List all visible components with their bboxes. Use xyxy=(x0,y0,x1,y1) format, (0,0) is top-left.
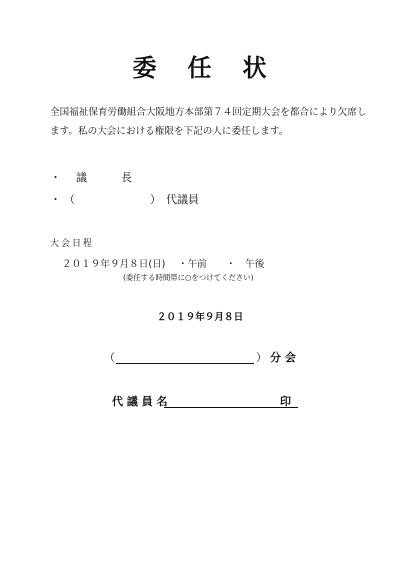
signature-label: 代 議 員 名 xyxy=(112,395,168,408)
seal-mark: 印 xyxy=(280,395,291,408)
branch-suffix: 分 会 xyxy=(270,351,296,364)
sign-date: ２０１９年９月８日 xyxy=(156,312,244,323)
schedule-date: ２０１９年９月８日(日) xyxy=(62,259,166,270)
chair-label: 議 長 xyxy=(76,171,136,184)
am-option[interactable]: ・午前 xyxy=(178,259,207,270)
document-title xyxy=(0,48,400,83)
title-char: 任 xyxy=(187,54,213,82)
delegate-paren-open: （ xyxy=(64,193,75,206)
branch-paren-open: （ xyxy=(104,351,115,364)
schedule-heading: 大会日程 xyxy=(50,239,95,249)
bullet: ・ xyxy=(50,171,61,184)
title-char: 状 xyxy=(242,54,268,82)
delegate-paren-close: ） xyxy=(150,193,161,206)
delegate-suffix: 代議員 xyxy=(166,193,199,206)
title-char: 委 xyxy=(132,54,158,82)
pm-option[interactable]: ・ 午後 xyxy=(226,259,265,270)
branch-paren-close: ） xyxy=(256,351,267,364)
delegate-name-field[interactable] xyxy=(82,189,152,203)
body-line-1: 全国福祉保育労働組合大阪地方本部第７４回定期大会を都合により欠席し xyxy=(50,107,367,118)
time-note: (委任する時間帯に○をつけてください) xyxy=(123,273,254,282)
branch-name-field[interactable] xyxy=(116,349,254,364)
bullet: ・ xyxy=(50,193,61,206)
signature-field[interactable] xyxy=(164,393,298,408)
body-line-2: ます。私の大会における権限を下記の人に委任します。 xyxy=(50,126,289,137)
